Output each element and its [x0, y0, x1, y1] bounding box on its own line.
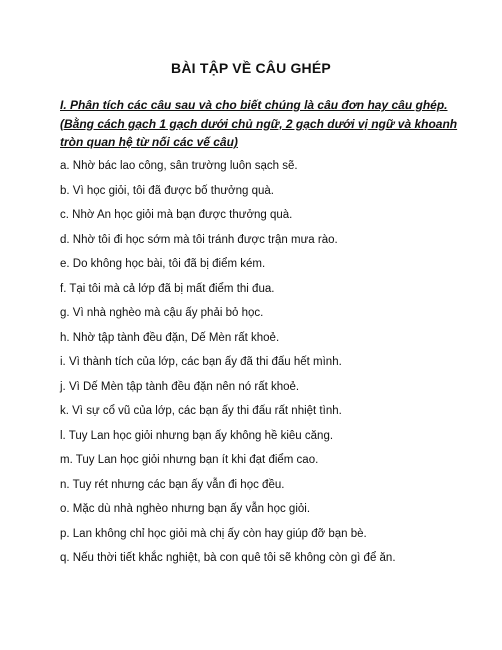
list-item: m. Tuy Lan học giỏi nhưng bạn ít khi đạt điểm cao.	[60, 454, 319, 466]
list-item: k. Vì sự cổ vũ của lớp, các bạn ấy thi đấu rất nhiệt tình.	[60, 405, 342, 417]
exercise-list	[60, 158, 480, 575]
section-heading: I. Phân tích các câu sau và cho biết chúng là câu đơn hay câu ghép. (Bằng cách gạch 1 gạch dưới chủ ngữ, 2 gạch dưới vị ngữ và khoanh tròn quan hệ từ nối các vế câu)	[60, 98, 458, 149]
list-item: q. Nếu thời tiết khắc nghiệt, bà con quê tôi sẽ không còn gì để ăn.	[60, 552, 396, 564]
list-item: i. Vì thành tích của lớp, các bạn ấy đã thi đấu hết mình.	[60, 356, 342, 368]
list-item: d. Nhờ tôi đi học sớm mà tôi tránh được trận mưa rào.	[60, 233, 338, 246]
list-item: l. Tuy Lan học giỏi nhưng bạn ấy không hề kiêu căng.	[60, 429, 334, 442]
list-item: o. Mặc dù nhà nghèo nhưng bạn ấy vẫn học giỏi.	[60, 503, 311, 515]
list-item: p. Lan không chỉ học giỏi mà chị ấy còn hay giúp đỡ bạn bè.	[60, 527, 367, 540]
list-item: a. Nhờ bác lao công, sân trường luôn sạch sẽ.	[60, 160, 298, 172]
list-item: g. Vì nhà nghèo mà cậu ấy phải bỏ học.	[60, 307, 264, 319]
list-item: e. Do không học bài, tôi đã bị điểm kém.	[60, 258, 266, 270]
list-item: c. Nhờ An học giỏi mà bạn được thưởng quà.	[60, 209, 293, 221]
list-item: n. Tuy rét nhưng các bạn ấy vẫn đi học đều.	[60, 478, 285, 491]
document-title: BÀI TẬP VỀ CÂU GHÉP	[171, 60, 331, 76]
list-item: h. Nhờ tập tành đều đặn, Dế Mèn rất khoẻ.	[60, 331, 280, 344]
list-item: f. Tại tôi mà cả lớp đã bị mất điểm thi đua.	[60, 282, 275, 295]
list-item: b. Vì học giỏi, tôi đã được bố thưởng quà.	[60, 184, 274, 197]
list-item: j. Vì Dế Mèn tập tành đều đặn nên nó rất khoẻ.	[60, 380, 300, 393]
